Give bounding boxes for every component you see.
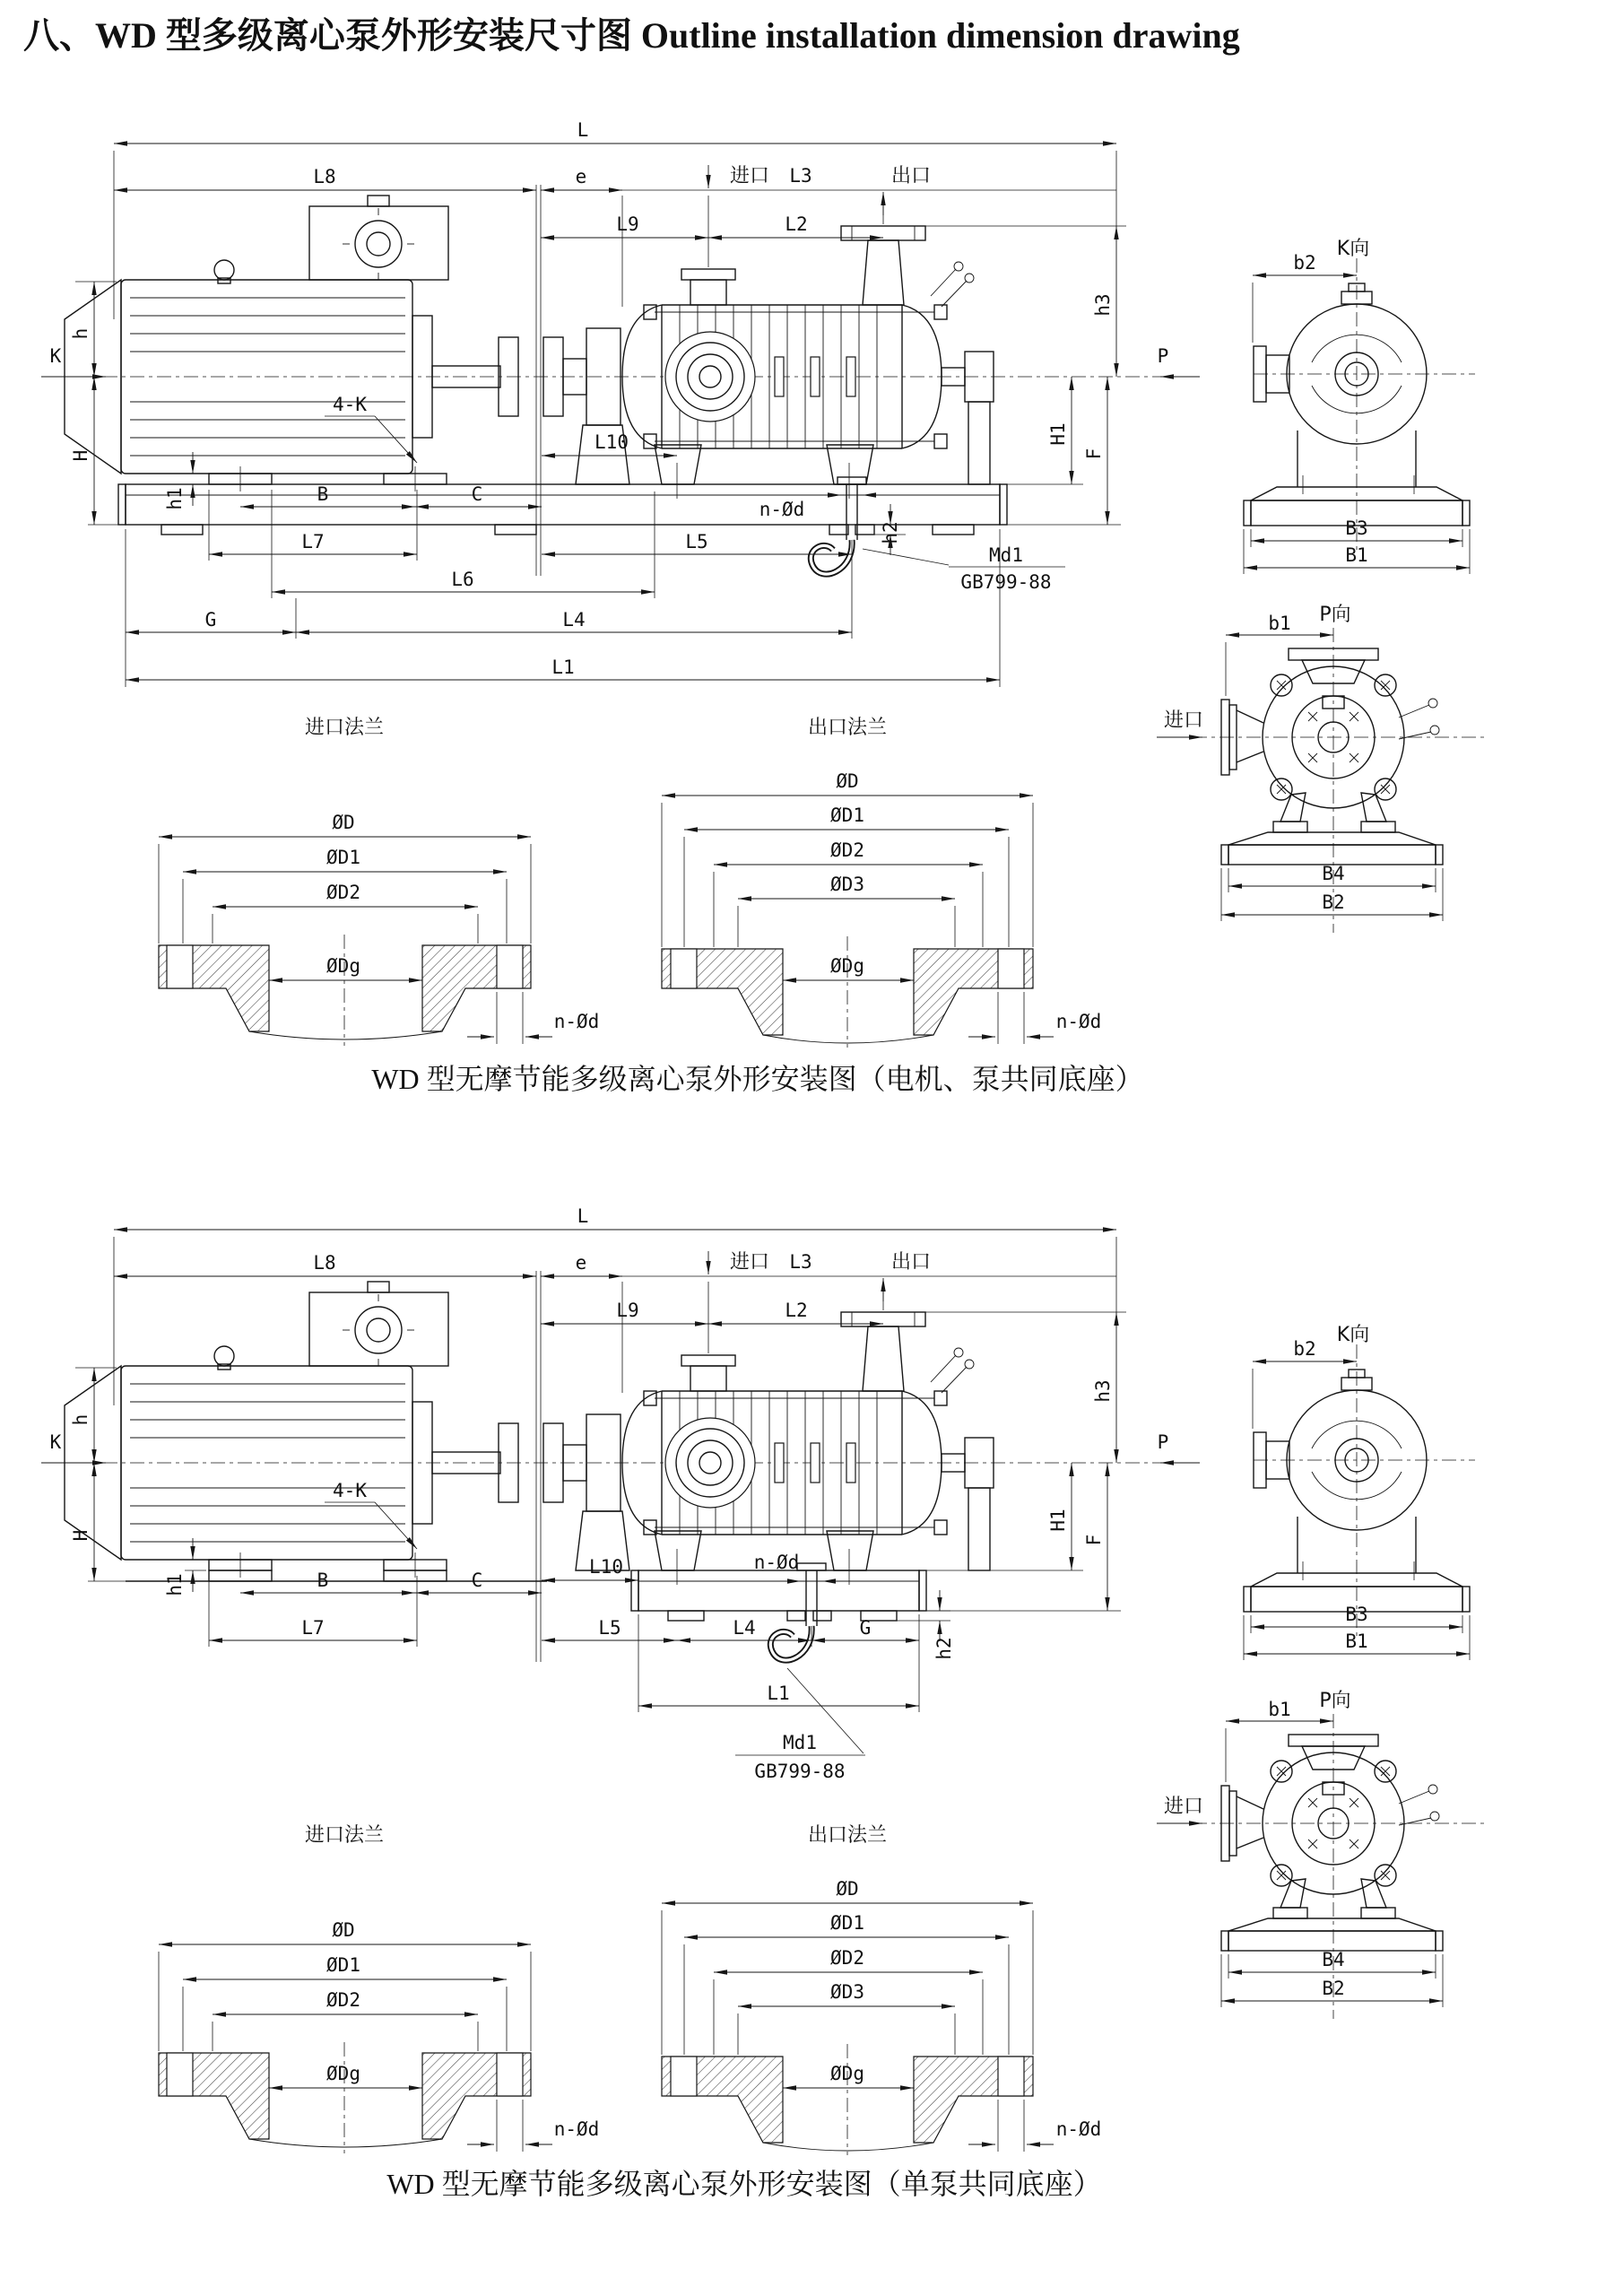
- outflange-D2-1: ØD2: [830, 839, 864, 861]
- dim-h2-2: h2: [933, 1637, 955, 1660]
- inflange-D-1: ØD: [332, 812, 355, 833]
- dim-nOd-2: n-Ød: [753, 1552, 800, 1573]
- label-GB-1: GB799-88: [960, 571, 1052, 593]
- label-outlet-2: 出口: [890, 1251, 932, 1274]
- outflange-D-1: ØD: [836, 770, 859, 792]
- dim-B4-2: B4: [1322, 1949, 1345, 1970]
- dim-P-2: P: [1157, 1431, 1169, 1453]
- dim-h-1: h: [70, 327, 91, 340]
- caption-assembly-1: WD 型无摩节能多级离心泵外形安装图（电机、泵共同底座）: [371, 1063, 1144, 1095]
- dim-H-2: H: [70, 1529, 91, 1542]
- labels-pview-2: [1164, 1690, 1351, 1999]
- dim-L3-1: L3: [789, 165, 812, 187]
- dim-C-2: C: [471, 1570, 483, 1591]
- outflange-D1-1: ØD1: [830, 804, 864, 826]
- outlet-flange-2: [662, 1903, 1054, 2155]
- dim-K-1: K: [49, 345, 62, 367]
- inflange-nOd-1: n-Ød: [553, 1011, 600, 1032]
- labels-assembly-2: [50, 1205, 1169, 1782]
- outflange-nOd-2: n-Ød: [1055, 2118, 1102, 2140]
- label-outlet-1: 出口: [890, 165, 932, 187]
- inlet-flange-title-2: 进口法兰: [304, 1824, 385, 1847]
- dim-L7-2: L7: [301, 1617, 325, 1639]
- dim-b2-1: b2: [1293, 252, 1316, 274]
- outflange-D2-2: ØD2: [830, 1947, 864, 1969]
- inflange-D1-1: ØD1: [326, 847, 360, 868]
- dim-nOd-1: n-Ød: [759, 499, 805, 520]
- dim-K-2: K: [49, 1431, 62, 1453]
- baseplate-1: [88, 377, 1121, 687]
- dim-L5-1: L5: [685, 531, 708, 552]
- dim-h1-2: h1: [164, 1573, 186, 1596]
- label-kview-1: K向: [1336, 238, 1370, 260]
- dim-L3-2: L3: [789, 1251, 812, 1273]
- dim-B-1: B: [317, 483, 329, 505]
- outflange-D3-2: ØD3: [830, 1981, 864, 2003]
- dim-B3-1: B3: [1345, 517, 1368, 539]
- dim-L10-1: L10: [595, 431, 629, 453]
- dim-C-1: C: [471, 483, 483, 505]
- inflange-Dg-2: ØDg: [326, 2063, 360, 2084]
- labels-kview-2: [1293, 1324, 1369, 1652]
- inlet-flange-title-1: 进口法兰: [304, 717, 385, 739]
- dim-G-1: G: [204, 609, 217, 631]
- dim-L4-2: L4: [733, 1617, 756, 1639]
- dim-H1-2: H1: [1047, 1509, 1069, 1532]
- dim-L2-1: L2: [785, 213, 808, 235]
- dim-F-1: F: [1083, 448, 1105, 460]
- dim-h1-1: h1: [164, 487, 186, 510]
- label-pview-inlet-2: 进口: [1163, 1796, 1204, 1818]
- dim-P-1: P: [1157, 345, 1169, 367]
- dim-L6-1: L6: [451, 569, 474, 590]
- outflange-nOd-1: n-Ød: [1055, 1011, 1102, 1032]
- inflange-D2-1: ØD2: [326, 882, 360, 903]
- labels-pview-1: [1164, 604, 1351, 913]
- dim-h2-1: h2: [880, 521, 901, 544]
- label-Md1-2: Md1: [783, 1732, 817, 1753]
- dim-B1-2: B1: [1345, 1631, 1368, 1652]
- inflange-Dg-1: ØDg: [326, 955, 360, 977]
- labels-kview-1: [1293, 238, 1369, 566]
- dim-H-1: H: [70, 449, 91, 462]
- dim-L4-1: L4: [562, 609, 586, 631]
- dim-4K-2: 4-K: [333, 1480, 367, 1501]
- dim-L-2: L: [577, 1205, 589, 1227]
- dim-h3-2: h3: [1092, 1379, 1114, 1403]
- p-view-2: [1157, 1714, 1488, 2019]
- label-pview-2: P向: [1319, 1690, 1351, 1712]
- dim-B-2: B: [317, 1570, 329, 1591]
- label-inlet-1: 进口: [729, 165, 770, 187]
- dim-L9-1: L9: [616, 213, 639, 235]
- dim-e-2: e: [575, 1252, 587, 1274]
- dim-B2-2: B2: [1322, 1978, 1345, 1999]
- inflange-nOd-2: n-Ød: [553, 2118, 600, 2140]
- labels-assembly-1: [50, 119, 1169, 678]
- caption-assembly-2: WD 型无摩节能多级离心泵外形安装图（单泵共同底座）: [386, 2168, 1102, 2200]
- outflange-D1-2: ØD1: [830, 1912, 864, 1934]
- baseplate-2: [88, 1463, 1121, 1755]
- outlet-flange-1: [662, 796, 1054, 1048]
- inflange-D2-2: ØD2: [326, 1989, 360, 2011]
- dim-B1-1: B1: [1345, 544, 1368, 566]
- inflange-D-2: ØD: [332, 1919, 355, 1941]
- dim-L9-2: L9: [616, 1300, 639, 1321]
- page-title: 八、WD 型多级离心泵外形安装尺寸图 Outline installation dimension drawing: [23, 15, 1240, 56]
- label-GB-2: GB799-88: [754, 1761, 846, 1782]
- outflange-D3-1: ØD3: [830, 874, 864, 895]
- label-kview-2: K向: [1336, 1324, 1370, 1346]
- outlet-flange-title-2: 出口法兰: [807, 1824, 888, 1847]
- assembly-drawing-1: [41, 144, 1200, 576]
- dim-H1-1: H1: [1047, 422, 1069, 446]
- dim-b1-1: b1: [1268, 613, 1291, 634]
- dim-b1-2: b1: [1268, 1699, 1291, 1720]
- dim-B4-1: B4: [1322, 863, 1345, 884]
- inflange-D1-2: ØD1: [326, 1954, 360, 1976]
- dim-e-1: e: [575, 166, 587, 187]
- dim-L7-1: L7: [301, 531, 325, 552]
- dim-L8-2: L8: [313, 1252, 336, 1274]
- outflange-Dg-2: ØDg: [830, 2063, 864, 2084]
- label-Md1-1: Md1: [989, 544, 1023, 566]
- dim-L10-2: L10: [589, 1556, 623, 1578]
- dim-F-2: F: [1083, 1534, 1105, 1546]
- label-pview-inlet-1: 进口: [1163, 709, 1204, 732]
- label-inlet-2: 进口: [729, 1251, 770, 1274]
- dim-L1-1: L1: [551, 657, 575, 678]
- dim-L5-2: L5: [598, 1617, 621, 1639]
- dim-b2-2: b2: [1293, 1338, 1316, 1360]
- assembly-drawing-2: [41, 1230, 1200, 1662]
- outlet-flange-title-1: 出口法兰: [807, 717, 888, 739]
- dim-B3-2: B3: [1345, 1604, 1368, 1625]
- dim-L-1: L: [577, 119, 589, 141]
- p-view-1: [1157, 628, 1488, 933]
- label-pview-1: P向: [1319, 604, 1351, 626]
- dim-B2-1: B2: [1322, 891, 1345, 913]
- outflange-D-2: ØD: [836, 1878, 859, 1900]
- dim-h3-1: h3: [1092, 293, 1114, 317]
- dim-L8-1: L8: [313, 166, 336, 187]
- dim-4K-1: 4-K: [333, 394, 367, 415]
- outflange-Dg-1: ØDg: [830, 955, 864, 977]
- dim-L2-2: L2: [785, 1300, 808, 1321]
- dim-h-2: h: [70, 1413, 91, 1426]
- dim-L1-2: L1: [767, 1683, 790, 1704]
- dim-G-2: G: [859, 1617, 872, 1639]
